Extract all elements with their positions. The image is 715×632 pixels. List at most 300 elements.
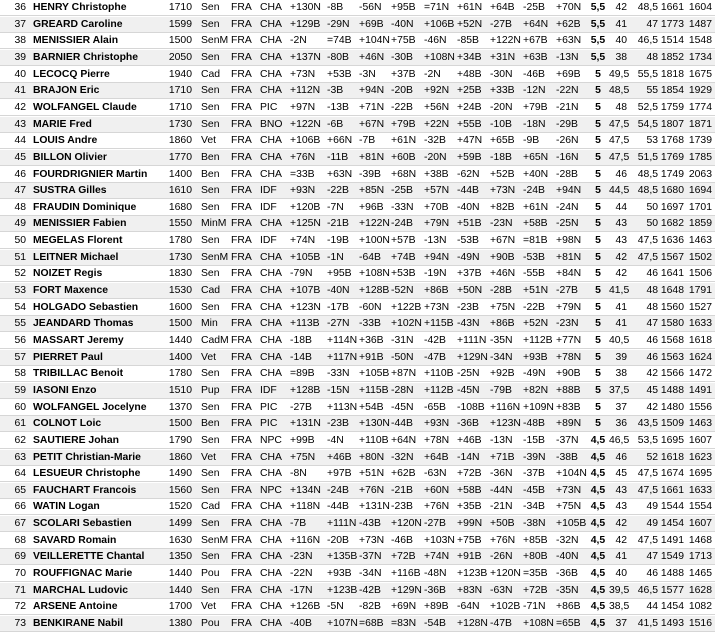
federation-cell: FRA — [231, 218, 252, 229]
federation-cell: FRA — [231, 518, 252, 529]
round-6-cell: -25N — [457, 368, 480, 379]
average-opponent-cell: 1604 — [688, 2, 712, 13]
round-7-cell: -63N — [490, 585, 513, 596]
round-5-cell: +38B — [424, 169, 449, 180]
average-opponent-cell: 1463 — [688, 418, 712, 429]
round-5-cell: -19N — [424, 268, 447, 279]
round-8-cell: +108N — [523, 618, 554, 629]
league-cell: IDF — [260, 235, 277, 246]
player-name-cell: HENRY Christophe — [33, 2, 127, 13]
round-2-cell: +63N — [327, 169, 353, 180]
round-9-cell: -13N — [556, 52, 579, 63]
rank-cell: 51 — [14, 252, 26, 263]
round-3-cell: -43B — [359, 518, 381, 529]
performance-cell: 1544 — [660, 501, 684, 512]
league-cell: PIC — [260, 418, 278, 429]
round-4-cell: -21B — [391, 485, 413, 496]
round-9-cell: -40N — [556, 551, 579, 562]
tiebreak-2-cell: 48,5 — [637, 185, 658, 196]
round-2-cell: -15N — [327, 385, 350, 396]
performance-cell: 1488 — [660, 568, 684, 579]
round-5-cell: +108N — [424, 52, 455, 63]
round-3-cell: +100N — [359, 235, 390, 246]
league-cell: IDF — [260, 385, 277, 396]
round-5-cell: +93N — [424, 418, 450, 429]
round-8-cell: -37B — [523, 468, 545, 479]
league-cell: IDF — [260, 185, 277, 196]
round-7-cell: +123N — [490, 418, 521, 429]
tiebreak-1-cell: 45 — [615, 468, 627, 479]
round-7-cell: +116N — [490, 402, 521, 413]
rating-cell: 1780 — [168, 235, 192, 246]
round-7-cell: -79B — [490, 385, 512, 396]
tiebreak-1-cell: 41 — [615, 302, 627, 313]
points-cell: 4,5 — [590, 618, 606, 629]
table-row — [0, 450, 715, 466]
tiebreak-2-cell: 52 — [646, 452, 658, 463]
tiebreak-2-cell: 41,5 — [637, 618, 658, 629]
round-7-cell: +120N — [490, 568, 521, 579]
round-8-cell: -9B — [523, 135, 540, 146]
league-cell: CHA — [260, 501, 282, 512]
round-1-cell: +73N — [290, 69, 316, 80]
round-6-cell: -45N — [457, 385, 480, 396]
rating-cell: 1440 — [168, 568, 192, 579]
performance-cell: 1580 — [660, 318, 684, 329]
round-4-cell: -20B — [391, 85, 413, 96]
league-cell: CHA — [260, 452, 282, 463]
average-opponent-cell: 1713 — [688, 551, 712, 562]
points-cell: 5 — [595, 252, 601, 263]
round-7-cell: -35N — [490, 335, 513, 346]
round-3-cell: +91B — [359, 352, 384, 363]
table-row — [0, 433, 715, 449]
round-6-cell: +123B — [457, 568, 488, 579]
round-5-cell: +73N — [424, 302, 450, 313]
round-1-cell: +125N — [290, 218, 321, 229]
round-8-cell: -24B — [523, 185, 545, 196]
tiebreak-1-cell: 43 — [615, 485, 627, 496]
round-1-cell: +116N — [290, 535, 321, 546]
average-opponent-cell: 1871 — [688, 119, 712, 130]
round-3-cell: +81N — [359, 152, 385, 163]
table-row — [0, 549, 715, 565]
round-6-cell: -14N — [457, 452, 480, 463]
rating-cell: 1370 — [168, 402, 192, 413]
round-7-cell: -10B — [490, 119, 512, 130]
round-4-cell: +69N — [391, 601, 417, 612]
round-1-cell: +107B — [290, 285, 321, 296]
rating-cell: 2050 — [168, 52, 192, 63]
performance-cell: 1768 — [660, 135, 684, 146]
round-9-cell: +98N — [556, 235, 582, 246]
round-3-cell: +71N — [359, 102, 385, 113]
points-cell: 5 — [595, 418, 601, 429]
player-name-cell: SCOLARI Sebastien — [33, 518, 132, 529]
round-7-cell: -20N — [490, 102, 513, 113]
federation-cell: FRA — [231, 601, 252, 612]
tiebreak-1-cell: 46,5 — [609, 435, 630, 446]
round-4-cell: -22B — [391, 102, 413, 113]
average-opponent-cell: 1527 — [688, 302, 712, 313]
round-9-cell: +88B — [556, 385, 581, 396]
rank-cell: 58 — [14, 368, 26, 379]
tiebreak-1-cell: 41 — [615, 551, 627, 562]
round-7-cell: +31N — [490, 52, 516, 63]
table-row — [0, 250, 715, 266]
round-3-cell: -3N — [359, 69, 376, 80]
round-9-cell: +94N — [556, 185, 582, 196]
round-4-cell: -45N — [391, 402, 414, 413]
round-4-cell: +129N — [391, 585, 422, 596]
round-2-cell: +113N — [327, 402, 358, 413]
average-opponent-cell: 1739 — [688, 135, 712, 146]
round-7-cell: +76N — [490, 535, 516, 546]
rank-cell: 42 — [14, 102, 26, 113]
round-7-cell: +92B — [490, 368, 515, 379]
rating-cell: 1770 — [168, 152, 192, 163]
league-cell: CHA — [260, 69, 282, 80]
round-1-cell: +106B — [290, 135, 321, 146]
tiebreak-2-cell: 48 — [646, 285, 658, 296]
player-name-cell: BILLON Olivier — [33, 152, 107, 163]
table-row — [0, 133, 715, 149]
round-1-cell: +129B — [290, 19, 321, 30]
round-8-cell: =81B — [523, 235, 548, 246]
round-4-cell: -24B — [391, 218, 413, 229]
round-7-cell: +73N — [490, 185, 516, 196]
player-name-cell: WOLFANGEL Claude — [33, 102, 137, 113]
federation-cell: FRA — [231, 318, 252, 329]
league-cell: CHA — [260, 35, 282, 46]
table-row — [0, 533, 715, 549]
category-cell: Sen — [201, 551, 220, 562]
tiebreak-2-cell: 51,5 — [637, 152, 658, 163]
points-cell: 4,5 — [590, 485, 606, 496]
points-cell: 4,5 — [590, 501, 606, 512]
player-name-cell: SAUTIERE Johan — [33, 435, 120, 446]
performance-cell: 1568 — [660, 335, 684, 346]
player-name-cell: NOIZET Regis — [33, 268, 103, 279]
rating-cell: 1700 — [168, 601, 192, 612]
round-8-cell: -12N — [523, 85, 546, 96]
rating-cell: 1499 — [168, 518, 192, 529]
category-cell: Vet — [201, 135, 217, 146]
player-name-cell: ARSENE Antoine — [33, 601, 118, 612]
performance-cell: 1749 — [660, 169, 684, 180]
tiebreak-2-cell: 46 — [646, 268, 658, 279]
category-cell: Sen — [201, 85, 220, 96]
round-4-cell: +64N — [391, 435, 417, 446]
round-1-cell: +113B — [290, 318, 320, 329]
round-4-cell: +72B — [391, 551, 416, 562]
player-name-cell: MARCHAL Ludovic — [33, 585, 129, 596]
federation-cell: FRA — [231, 52, 252, 63]
rating-cell: 1860 — [168, 135, 192, 146]
category-cell: CadM — [201, 335, 229, 346]
tiebreak-1-cell: 48 — [615, 102, 627, 113]
round-1-cell: -2N — [290, 35, 307, 46]
federation-cell: FRA — [231, 485, 252, 496]
player-name-cell: ROUFFIGNAC Marie — [33, 568, 133, 579]
round-5-cell: +89B — [424, 601, 449, 612]
federation-cell: FRA — [231, 618, 252, 629]
round-7-cell: -26N — [490, 551, 513, 562]
rank-cell: 36 — [14, 2, 26, 13]
round-6-cell: +51B — [457, 218, 482, 229]
league-cell: NPC — [260, 485, 282, 496]
round-9-cell: +78N — [556, 352, 582, 363]
round-5-cell: -2N — [424, 69, 441, 80]
federation-cell: FRA — [231, 252, 252, 263]
tiebreak-1-cell: 46 — [615, 169, 627, 180]
round-2-cell: -21B — [327, 218, 349, 229]
rank-cell: 45 — [14, 152, 26, 163]
tiebreak-2-cell: 55,5 — [637, 69, 658, 80]
round-2-cell: -19B — [327, 235, 349, 246]
round-8-cell: -49N — [523, 368, 546, 379]
rank-cell: 52 — [14, 268, 26, 279]
player-name-cell: LECOCQ Pierre — [33, 69, 110, 80]
round-8-cell: -25B — [523, 2, 545, 13]
rating-cell: 1400 — [168, 352, 192, 363]
round-5-cell: +78N — [424, 435, 450, 446]
player-name-cell: MARIE Fred — [33, 119, 92, 130]
round-1-cell: -27B — [290, 402, 312, 413]
performance-cell: 1454 — [660, 601, 684, 612]
round-7-cell: +82B — [490, 202, 515, 213]
average-opponent-cell: 1774 — [688, 102, 712, 113]
table-row — [0, 117, 715, 133]
round-7-cell: -36N — [490, 468, 513, 479]
tiebreak-2-cell: 54,5 — [637, 119, 658, 130]
round-5-cell: +79N — [424, 218, 450, 229]
round-9-cell: +90B — [556, 368, 581, 379]
round-5-cell: -65B — [424, 402, 446, 413]
round-3-cell: -37N — [359, 551, 382, 562]
round-7-cell: -28B — [490, 285, 512, 296]
tiebreak-2-cell: 50 — [646, 202, 658, 213]
tiebreak-1-cell: 37 — [615, 618, 627, 629]
category-cell: Min — [201, 318, 218, 329]
round-2-cell: -33N — [327, 368, 350, 379]
average-opponent-cell: 1491 — [688, 385, 712, 396]
round-6-cell: -64N — [457, 601, 480, 612]
round-4-cell: -33N — [391, 202, 414, 213]
average-opponent-cell: 1785 — [688, 152, 712, 163]
round-7-cell: +65B — [490, 135, 515, 146]
rating-cell: 1500 — [168, 418, 192, 429]
round-9-cell: -32N — [556, 535, 579, 546]
rank-cell: 37 — [14, 19, 26, 30]
round-2-cell: -7N — [327, 202, 344, 213]
round-6-cell: -43N — [457, 318, 480, 329]
round-5-cell: -46N — [424, 35, 447, 46]
round-3-cell: -56N — [359, 2, 382, 13]
rating-cell: 1350 — [168, 551, 192, 562]
league-cell: CHA — [260, 152, 282, 163]
performance-cell: 1674 — [660, 468, 684, 479]
round-6-cell: +129N — [457, 352, 488, 363]
round-8-cell: +64N — [523, 19, 549, 30]
league-cell: BNO — [260, 119, 283, 130]
rank-cell: 46 — [14, 169, 26, 180]
round-8-cell: -55B — [523, 268, 545, 279]
category-cell: Sen — [201, 2, 220, 13]
round-9-cell: +84N — [556, 268, 582, 279]
tiebreak-2-cell: 53,5 — [637, 435, 658, 446]
round-5-cell: -48N — [424, 568, 447, 579]
round-1-cell: -79N — [290, 268, 313, 279]
round-3-cell: +85N — [359, 185, 385, 196]
round-4-cell: +62B — [391, 468, 416, 479]
player-name-cell: FAUCHART Francois — [33, 485, 137, 496]
rating-cell: 1680 — [168, 202, 192, 213]
round-6-cell: +75B — [457, 535, 482, 546]
round-3-cell: -33B — [359, 318, 381, 329]
round-7-cell: -23N — [490, 218, 513, 229]
round-8-cell: -46B — [523, 69, 545, 80]
round-6-cell: +48B — [457, 69, 482, 80]
round-9-cell: -25N — [556, 218, 579, 229]
round-3-cell: +110B — [359, 435, 389, 446]
category-cell: Sen — [201, 268, 220, 279]
round-8-cell: +82N — [523, 385, 549, 396]
average-opponent-cell: 2063 — [688, 169, 712, 180]
rating-cell: 1530 — [168, 285, 192, 296]
rating-cell: 1860 — [168, 452, 192, 463]
round-5-cell: +103N — [424, 535, 455, 546]
round-6-cell: +47N — [457, 135, 483, 146]
category-cell: SenM — [201, 535, 229, 546]
federation-cell: FRA — [231, 551, 252, 562]
tiebreak-1-cell: 43 — [615, 501, 627, 512]
table-row — [0, 416, 715, 432]
round-7-cell: -30N — [490, 69, 513, 80]
points-cell: 5 — [595, 335, 601, 346]
league-cell: PIC — [260, 102, 278, 113]
round-6-cell: -53B — [457, 235, 479, 246]
average-opponent-cell: 1701 — [688, 202, 712, 213]
round-5-cell: -27B — [424, 518, 446, 529]
federation-cell: FRA — [231, 169, 252, 180]
rating-cell: 1730 — [168, 119, 192, 130]
round-6-cell: -44B — [457, 185, 479, 196]
round-2-cell: +107N — [327, 618, 358, 629]
table-row — [0, 350, 715, 366]
player-name-cell: PIERRET Paul — [33, 352, 103, 363]
table-row — [0, 50, 715, 66]
rank-cell: 47 — [14, 185, 26, 196]
rating-cell: 1440 — [168, 335, 192, 346]
round-8-cell: +67B — [523, 35, 548, 46]
league-cell: CHA — [260, 218, 282, 229]
category-cell: SenM — [201, 252, 229, 263]
round-1-cell: -8N — [290, 468, 307, 479]
tiebreak-1-cell: 42 — [615, 252, 627, 263]
tiebreak-1-cell: 44 — [615, 202, 627, 213]
points-cell: 5,5 — [590, 52, 606, 63]
tiebreak-1-cell: 38,5 — [609, 601, 630, 612]
round-1-cell: -40B — [290, 618, 312, 629]
player-name-cell: FRAUDIN Dominique — [33, 202, 137, 213]
league-cell: CHA — [260, 52, 282, 63]
league-cell: CHA — [260, 2, 282, 13]
round-8-cell: -39N — [523, 452, 546, 463]
round-7-cell: +52B — [490, 169, 515, 180]
round-3-cell: +80N — [359, 452, 385, 463]
federation-cell: FRA — [231, 135, 252, 146]
category-cell: Sen — [201, 402, 220, 413]
points-cell: 4,5 — [590, 518, 606, 529]
tiebreak-2-cell: 55 — [646, 85, 658, 96]
average-opponent-cell: 1465 — [688, 568, 712, 579]
round-2-cell: +66N — [327, 135, 353, 146]
round-3-cell: -7B — [359, 135, 376, 146]
category-cell: Ben — [201, 152, 220, 163]
category-cell: Sen — [201, 585, 220, 596]
tiebreak-1-cell: 42 — [615, 535, 627, 546]
round-8-cell: +109N — [523, 402, 554, 413]
table-row — [0, 216, 715, 232]
federation-cell: FRA — [231, 435, 252, 446]
average-opponent-cell: 1607 — [688, 435, 712, 446]
round-8-cell: -18N — [523, 119, 546, 130]
league-cell: CHA — [260, 352, 282, 363]
performance-cell: 1454 — [660, 518, 684, 529]
round-7-cell: -21N — [490, 501, 513, 512]
rank-cell: 59 — [14, 385, 26, 396]
round-2-cell: -5N — [327, 601, 344, 612]
category-cell: Pou — [201, 618, 220, 629]
round-7-cell: +67N — [490, 235, 516, 246]
round-3-cell: +51N — [359, 468, 385, 479]
round-9-cell: +69B — [556, 69, 581, 80]
round-5-cell: -63N — [424, 468, 447, 479]
table-row — [0, 599, 715, 615]
round-9-cell: -22N — [556, 85, 579, 96]
tiebreak-1-cell: 37,5 — [609, 385, 630, 396]
round-5-cell: -20N — [424, 152, 447, 163]
round-4-cell: +68N — [391, 169, 417, 180]
round-8-cell: -71N — [523, 601, 546, 612]
round-4-cell: -25B — [391, 185, 413, 196]
category-cell: Vet — [201, 452, 217, 463]
round-3-cell: +122N — [359, 218, 390, 229]
table-row — [0, 17, 715, 33]
performance-cell: 1759 — [660, 102, 684, 113]
round-5-cell: +60N — [424, 485, 450, 496]
average-opponent-cell: 1506 — [688, 268, 712, 279]
round-6-cell: +24B — [457, 102, 482, 113]
average-opponent-cell: 1633 — [688, 485, 712, 496]
round-5-cell: +106B — [424, 19, 455, 30]
points-cell: 5 — [595, 202, 601, 213]
tiebreak-1-cell: 42 — [615, 518, 627, 529]
performance-cell: 1566 — [660, 368, 684, 379]
tiebreak-2-cell: 47 — [646, 318, 658, 329]
points-cell: 5 — [595, 235, 601, 246]
round-8-cell: -15B — [523, 435, 545, 446]
round-9-cell: -35N — [556, 585, 579, 596]
round-3-cell: -64B — [359, 252, 381, 263]
points-cell: 4,5 — [590, 468, 606, 479]
category-cell: Cad — [201, 501, 221, 512]
average-opponent-cell: 1554 — [688, 501, 712, 512]
round-5-cell: +70B — [424, 202, 449, 213]
tiebreak-2-cell: 47,5 — [637, 535, 658, 546]
points-cell: 5 — [595, 402, 601, 413]
